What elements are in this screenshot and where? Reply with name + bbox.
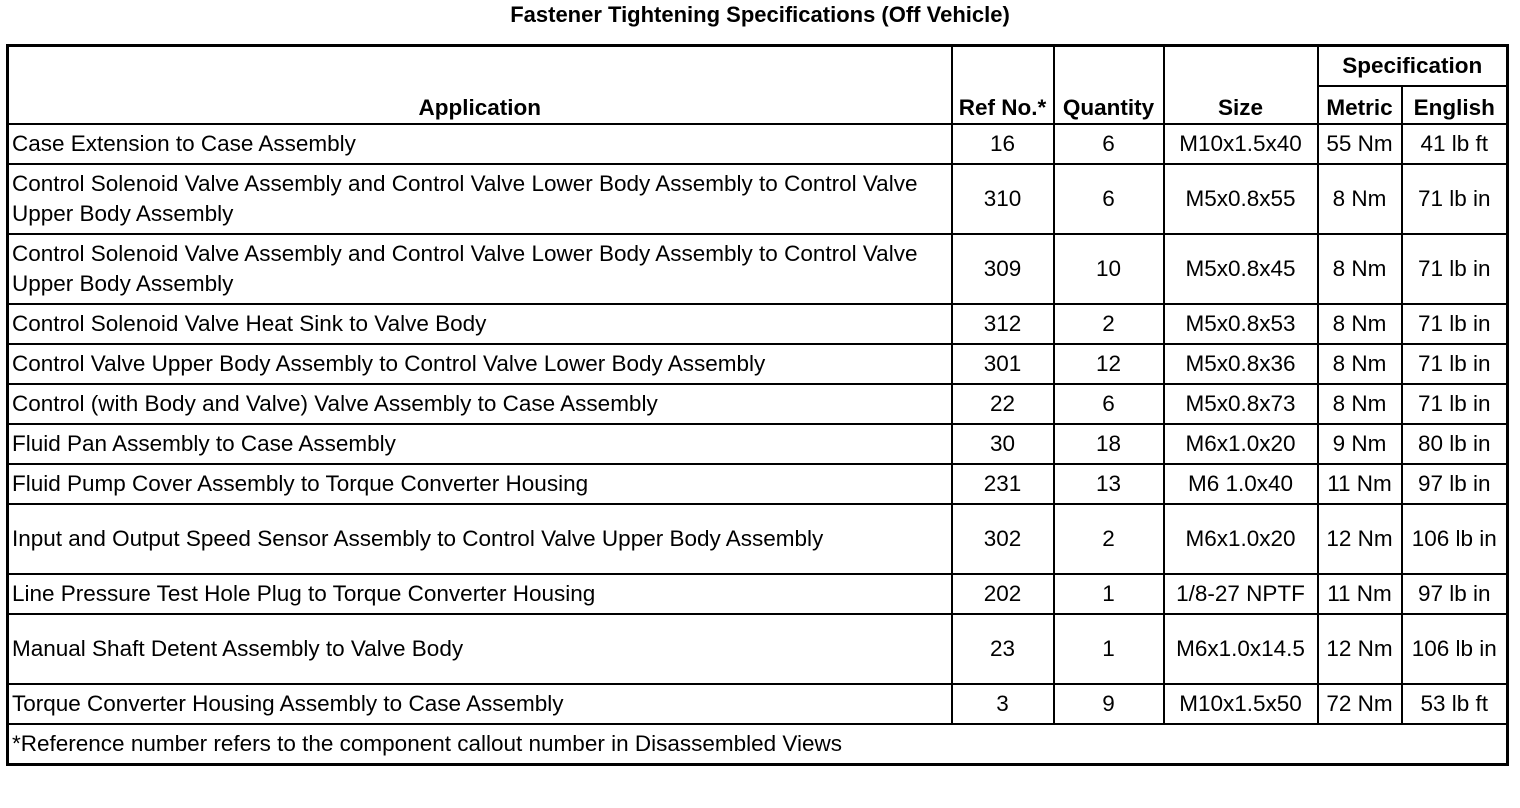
cell-metric: 8 Nm — [1318, 304, 1402, 344]
cell-ref: 231 — [952, 464, 1054, 504]
cell-metric: 8 Nm — [1318, 384, 1402, 424]
cell-ref: 22 — [952, 384, 1054, 424]
footnote: *Reference number refers to the component callout number in Disassembled Views — [8, 724, 1508, 765]
cell-quantity: 12 — [1054, 344, 1164, 384]
cell-quantity: 6 — [1054, 124, 1164, 164]
header-application: Application — [8, 46, 952, 125]
cell-size: M5x0.8x36 — [1164, 344, 1318, 384]
cell-metric: 11 Nm — [1318, 574, 1402, 614]
cell-metric: 12 Nm — [1318, 504, 1402, 574]
footnote-row — [8, 724, 1508, 765]
cell-size: M5x0.8x53 — [1164, 304, 1318, 344]
cell-english: 71 lb in — [1402, 164, 1508, 234]
cell-metric: 11 Nm — [1318, 464, 1402, 504]
cell-size: M5x0.8x73 — [1164, 384, 1318, 424]
table-row — [8, 614, 1508, 684]
cell-quantity: 18 — [1054, 424, 1164, 464]
table-row — [8, 384, 1508, 424]
cell-ref: 23 — [952, 614, 1054, 684]
cell-application: Control (with Body and Valve) Valve Assembly to Case Assembly — [8, 384, 952, 424]
cell-quantity: 1 — [1054, 614, 1164, 684]
cell-size: M6x1.0x20 — [1164, 504, 1318, 574]
cell-ref: 310 — [952, 164, 1054, 234]
cell-size: M6x1.0x14.5 — [1164, 614, 1318, 684]
cell-english: 71 lb in — [1402, 344, 1508, 384]
cell-ref: 301 — [952, 344, 1054, 384]
cell-size: M6x1.0x20 — [1164, 424, 1318, 464]
cell-english: 97 lb in — [1402, 464, 1508, 504]
fastener-spec-table — [6, 44, 1509, 766]
header-quantity: Quantity — [1054, 46, 1164, 125]
cell-size: M5x0.8x45 — [1164, 234, 1318, 304]
cell-quantity: 1 — [1054, 574, 1164, 614]
cell-metric: 8 Nm — [1318, 164, 1402, 234]
cell-application: Input and Output Speed Sensor Assembly to Control Valve Upper Body Assembly — [8, 504, 952, 574]
cell-ref: 302 — [952, 504, 1054, 574]
cell-application: Control Solenoid Valve Assembly and Control Valve Lower Body Assembly to Control Valve Upper Body Assembly — [8, 234, 952, 304]
header-metric: Metric — [1318, 86, 1402, 124]
cell-metric: 55 Nm — [1318, 124, 1402, 164]
cell-english: 97 lb in — [1402, 574, 1508, 614]
cell-english: 71 lb in — [1402, 234, 1508, 304]
page-title: Fastener Tightening Specifications (Off Vehicle) — [510, 2, 1010, 27]
cell-size: M10x1.5x40 — [1164, 124, 1318, 164]
cell-quantity: 9 — [1054, 684, 1164, 724]
cell-quantity: 2 — [1054, 304, 1164, 344]
cell-application: Control Solenoid Valve Heat Sink to Valve Body — [8, 304, 952, 344]
cell-english: 41 lb ft — [1402, 124, 1508, 164]
cell-english: 71 lb in — [1402, 304, 1508, 344]
table-row — [8, 304, 1508, 344]
header-size: Size — [1164, 46, 1318, 125]
table-row — [8, 124, 1508, 164]
cell-ref: 309 — [952, 234, 1054, 304]
cell-application: Case Extension to Case Assembly — [8, 124, 952, 164]
cell-metric: 8 Nm — [1318, 234, 1402, 304]
cell-quantity: 6 — [1054, 164, 1164, 234]
cell-application: Fluid Pump Cover Assembly to Torque Converter Housing — [8, 464, 952, 504]
cell-size: M10x1.5x50 — [1164, 684, 1318, 724]
cell-ref: 30 — [952, 424, 1054, 464]
cell-ref: 16 — [952, 124, 1054, 164]
table-row — [8, 464, 1508, 504]
cell-application: Control Solenoid Valve Assembly and Control Valve Lower Body Assembly to Control Valve Upper Body Assembly — [8, 164, 952, 234]
cell-size: M5x0.8x55 — [1164, 164, 1318, 234]
table-row — [8, 504, 1508, 574]
cell-application: Control Valve Upper Body Assembly to Control Valve Lower Body Assembly — [8, 344, 952, 384]
cell-ref: 202 — [952, 574, 1054, 614]
cell-ref: 3 — [952, 684, 1054, 724]
cell-application: Fluid Pan Assembly to Case Assembly — [8, 424, 952, 464]
cell-size: 1/8-27 NPTF — [1164, 574, 1318, 614]
cell-english: 53 lb ft — [1402, 684, 1508, 724]
header-ref-no: Ref No.* — [952, 46, 1054, 125]
cell-metric: 8 Nm — [1318, 344, 1402, 384]
cell-metric: 9 Nm — [1318, 424, 1402, 464]
table-row — [8, 424, 1508, 464]
cell-english: 106 lb in — [1402, 614, 1508, 684]
cell-quantity: 2 — [1054, 504, 1164, 574]
cell-application: Torque Converter Housing Assembly to Case Assembly — [8, 684, 952, 724]
header-specification: Specification — [1318, 46, 1508, 87]
header-english: English — [1402, 86, 1508, 124]
table-row — [8, 344, 1508, 384]
table-row — [8, 574, 1508, 614]
table-row — [8, 164, 1508, 234]
cell-quantity: 6 — [1054, 384, 1164, 424]
cell-metric: 72 Nm — [1318, 684, 1402, 724]
cell-metric: 12 Nm — [1318, 614, 1402, 684]
table-row — [8, 234, 1508, 304]
cell-application: Manual Shaft Detent Assembly to Valve Body — [8, 614, 952, 684]
cell-english: 71 lb in — [1402, 384, 1508, 424]
cell-application: Line Pressure Test Hole Plug to Torque Converter Housing — [8, 574, 952, 614]
cell-english: 106 lb in — [1402, 504, 1508, 574]
cell-quantity: 13 — [1054, 464, 1164, 504]
cell-quantity: 10 — [1054, 234, 1164, 304]
cell-english: 80 lb in — [1402, 424, 1508, 464]
cell-ref: 312 — [952, 304, 1054, 344]
table-row — [8, 684, 1508, 724]
cell-size: M6 1.0x40 — [1164, 464, 1318, 504]
